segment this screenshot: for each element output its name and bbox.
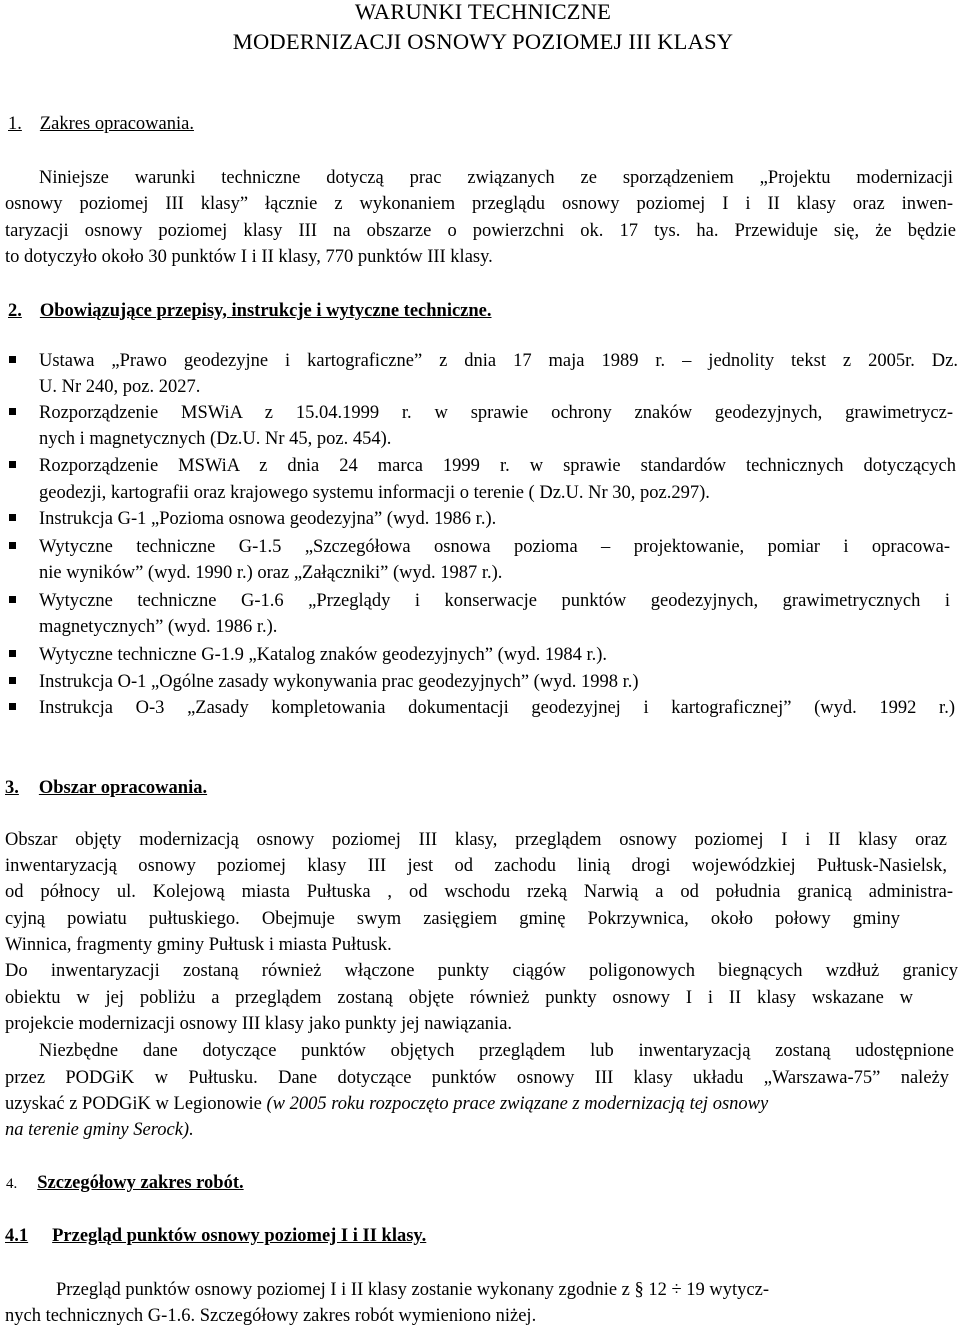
section-1-line: taryzacji osnowy poziomej klasy III na obszarze o powierzchni ok. 17 tys. ha. Przewiduje się, że będzie xyxy=(5,221,956,241)
bullet-marker xyxy=(9,650,16,657)
list-item-line: Instrukcja G-1 „Pozioma osnowa geodezyjna” (wyd. 1986 r.). xyxy=(39,509,497,529)
list-item-line: nych i magnetycznych (Dz.U. Nr 45, poz. 454). xyxy=(39,429,392,449)
list-item-line: Wytyczne techniczne G-1.6 „Przeglądy i konserwacje punktów geodezyjnych, grawimetrycznych i xyxy=(39,591,950,611)
bullet-marker xyxy=(9,408,16,415)
section-3-line: od północy ul. Kolejową miasta Pułtuska , od wschodu rzeką Narwią a od południa granicą administra- xyxy=(5,882,953,902)
section-3-heading xyxy=(5,775,207,801)
list-item-line: geodezji, kartografii oraz krajowego systemu informacji o terenie ( Dz.U. Nr 30, poz.297). xyxy=(39,483,710,503)
section-2-number: 2. xyxy=(8,301,22,321)
bullet-marker xyxy=(9,703,16,710)
list-item-line: Wytyczne techniczne G-1.9 „Katalog znaków geodezyjnych” (wyd. 1984 r.). xyxy=(39,645,608,665)
section-1-line: to dotyczyło około 30 punktów I i II klasy, 770 punktów III klasy. xyxy=(5,247,493,267)
section-4-1-text-a: Przegląd punktów osnowy poziomej I i II klasy zostanie wykonany zgodnie z § 12 xyxy=(56,1280,672,1300)
section-3-line: przez PODGiK w Pułtusku. Dane dotyczące punktów osnowy III klasy układu „Warszawa-75” należy xyxy=(5,1068,949,1088)
list-item-line: Rozporządzenie MSWiA z 15.04.1999 r. w sprawie ochrony znaków geodezyjnych, grawimetrycz- xyxy=(39,403,953,423)
bullet-marker xyxy=(9,596,16,603)
bullet-marker xyxy=(9,461,16,468)
list-item-line: magnetycznych” (wyd. 1986 r.). xyxy=(39,617,278,637)
list-item-line: Instrukcja O-1 „Ogólne zasady wykonywania prac geodezyjnych” (wyd. 1998 r.) xyxy=(39,672,639,692)
bullet-marker xyxy=(9,514,16,521)
section-3-line: Obszar objęty modernizacją osnowy poziomej III klasy, przeglądem osnowy poziomej I i II klasy oraz xyxy=(5,830,947,850)
section-3-line: inwentaryzacją osnowy poziomej klasy III jest od zachodu linią drogi wojewódzkiej Pułtusk-Nasielsk, xyxy=(5,856,947,876)
list-item-line: U. Nr 240, poz. 2027. xyxy=(39,377,201,397)
section-3-line: cyjną powiatu pułtuskiego. Obejmuje swym zasięgiem gminę Pokrzywnica, około połowy gminy xyxy=(5,909,900,929)
section-1-number: 1. xyxy=(8,114,22,134)
section-3-normal-text: uzyskać z PODGiK w Legionowie xyxy=(5,1094,267,1114)
section-4-1-line: nych technicznych G-1.6. Szczegółowy zakres robót wymieniono niżej. xyxy=(5,1306,537,1326)
title-line-2: MODERNIZACJI OSNOWY POZIOMEJ III KLASY xyxy=(232,29,734,54)
section-4-1-heading xyxy=(5,1223,426,1249)
section-4-1-number: 4.1 xyxy=(5,1226,29,1246)
section-4-number: 4. xyxy=(6,1176,18,1192)
section-2-heading xyxy=(8,298,492,324)
section-1-title: Zakres opracowania. xyxy=(39,114,194,134)
section-3-line: Niezbędne dane dotyczące punktów objętych przeglądem lub inwentaryzacją zostaną udostępnione xyxy=(39,1041,954,1061)
section-1-heading xyxy=(8,111,194,137)
bullet-marker xyxy=(9,677,16,684)
section-1-line: Niniejsze warunki techniczne dotyczą prac związanych ze sporządzeniem „Projektu modernizacji xyxy=(39,168,953,188)
section-3-italic-text: (w 2005 roku rozpoczęto prace związane z modernizacją tej osnowy xyxy=(266,1094,769,1114)
list-item-line: Rozporządzenie MSWiA z dnia 24 marca 1999 r. w sprawie standardów technicznych dotyczących xyxy=(39,456,956,476)
section-3-line: obiektu w jej pobliżu a przeglądem zostaną objęte również punkty osnowy I i II klasy wskazane w xyxy=(5,988,913,1008)
section-3-title: Obszar opracowania. xyxy=(38,778,208,798)
section-4-1-text-b: 19 wytycz- xyxy=(681,1280,770,1300)
section-3-mixed-line xyxy=(5,1091,768,1117)
section-3-italic-line: na terenie gminy Serock). xyxy=(5,1120,194,1140)
title-line-1: WARUNKI TECHNICZNE xyxy=(354,0,612,24)
section-3-line: Do inwentaryzacji zostaną również włączone punkty ciągów poligonowych biegnących wzdłuż granicy xyxy=(5,961,958,981)
section-4-1-line xyxy=(56,1277,769,1303)
section-1-line: osnowy poziomej III klasy” łącznie z wykonaniem przeglądu osnowy poziomej I i II klasy oraz inwen- xyxy=(5,194,953,214)
section-3-line: Winnica, fragmenty gminy Pułtusk i miasta Pułtusk. xyxy=(5,935,392,955)
list-item-line: Instrukcja O-3 „Zasady kompletowania dokumentacji geodezyjnej i kartograficznej” (wyd. 1992 r.) xyxy=(39,698,955,718)
section-2-title: Obowiązujące przepisy, instrukcje i wytyczne techniczne. xyxy=(39,301,492,321)
section-3-number: 3. xyxy=(5,778,19,798)
section-3-line: projekcie modernizacji osnowy III klasy jako punkty jej nawiązania. xyxy=(5,1014,513,1034)
bullet-marker xyxy=(9,542,16,549)
list-item-line: Wytyczne techniczne G-1.5 „Szczegółowa osnowa pozioma – projektowanie, pomiar i opracowa- xyxy=(39,537,950,557)
list-item-line: nie wyników” (wyd. 1990 r.) oraz „Załączniki” (wyd. 1987 r.). xyxy=(39,563,503,583)
section-4-1-title: Przegląd punktów osnowy poziomej I i II klasy. xyxy=(52,1226,427,1246)
list-item-line: Ustawa „Prawo geodezyjne i kartograficzne” z dnia 17 maja 1989 r. – jednolity tekst z 2005r. Dz. xyxy=(39,351,958,371)
section-4-title: Szczegółowy zakres robót. xyxy=(37,1173,244,1193)
division-symbol: ÷ xyxy=(671,1280,682,1300)
bullet-marker xyxy=(9,356,16,363)
section-4-heading xyxy=(6,1170,244,1197)
